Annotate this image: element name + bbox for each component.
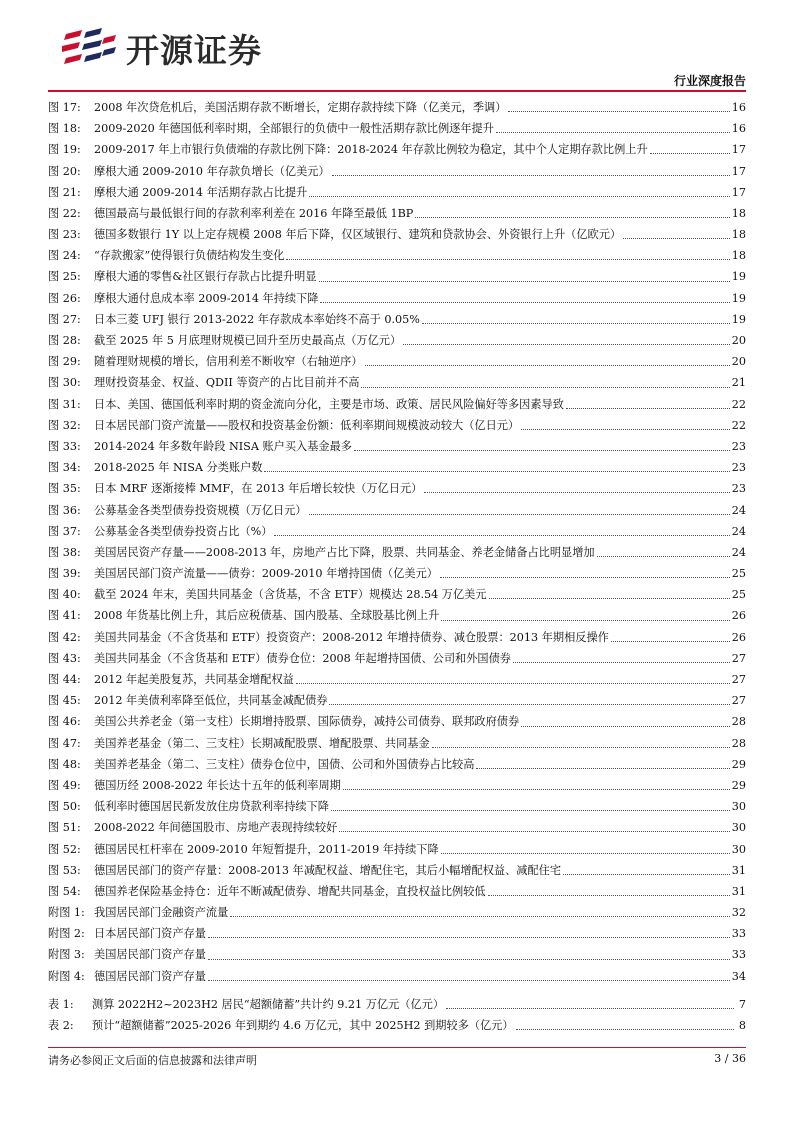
toc-entry-title: 德国历经 2008-2022 年长达十五年的低利率周期: [94, 778, 341, 792]
dot-leader: [274, 535, 729, 536]
toc-entry-title: 德国养老保险基金持仓：近年不断减配债券、增配共同基金，直投权益比例较低: [94, 884, 486, 898]
toc-entry-label: 图 42:: [48, 630, 81, 644]
dot-leader: [331, 810, 730, 811]
toc-entry[interactable]: [48, 478, 746, 499]
toc-entry-title: 2008-2022 年间德国股市、房地产表现持续较好: [94, 821, 338, 835]
toc-entry-title: 美国共同基金（不含货基和 ETF）投资资产：2008-2012 年增持债券、减仓股票：2013 年期相反操作: [94, 630, 609, 644]
dot-leader: [476, 768, 729, 769]
page-number: 3 / 36: [714, 1052, 746, 1065]
toc-entry-label: 图 23:: [48, 228, 81, 242]
toc-entry[interactable]: [48, 690, 746, 711]
toc-entry-label: 附图 4:: [48, 969, 85, 983]
toc-entry-page: 19: [731, 270, 746, 284]
report-type-label: 行业深度报告: [673, 74, 746, 88]
dot-leader: [597, 556, 730, 557]
toc-entry-label: 图 45:: [48, 694, 81, 708]
toc-entry-page: 26: [731, 630, 746, 644]
toc-entry-title: 德国最高与最低银行间的存款利率利差在 2016 年降至最低 1BP: [94, 206, 414, 220]
toc-entry-label: 图 54:: [48, 884, 81, 898]
dot-leader: [521, 429, 730, 430]
toc-entry-label: 图 35:: [48, 482, 81, 496]
toc-entry-page: 21: [731, 376, 746, 390]
dot-leader: [339, 831, 729, 832]
table-index-list: [48, 994, 746, 1036]
dot-leader: [361, 387, 729, 388]
toc-entry-label: 图 48:: [48, 757, 81, 771]
toc-entry-title: 低利率时德国居民新发放住房贷款利率持续下降: [94, 800, 329, 814]
toc-entry[interactable]: [48, 182, 746, 203]
toc-entry-title: 2018-2025 年 NISA 分类账户数: [94, 461, 263, 475]
toc-entry-label: 图 17:: [48, 100, 81, 114]
toc-entry-label: 图 34:: [48, 461, 81, 475]
toc-entry[interactable]: [48, 1015, 746, 1036]
toc-entry-page: 27: [731, 694, 746, 708]
toc-entry-title: 日本居民部门资产存量: [94, 927, 206, 941]
toc-entry-page: 18: [731, 228, 746, 242]
dot-leader: [332, 175, 730, 176]
toc-entry-page: 25: [731, 567, 746, 581]
toc-entry-label: 图 20:: [48, 164, 81, 178]
toc-entry-title: 我国居民部门金融资产流量: [94, 906, 229, 920]
toc-entry-title: 美国公共养老金（第一支柱）长期增持股票、国际债券，减持公司债券、联邦政府债券: [94, 715, 520, 729]
toc-entry-page: 29: [731, 778, 746, 792]
toc-entry-title: 美国养老基金（第二、三支柱）长期减配股票、增配股票、共同基金: [94, 736, 430, 750]
dot-leader: [208, 959, 730, 960]
toc-entry-page: 24: [731, 524, 746, 538]
toc-entry-label: 表 1:: [48, 997, 74, 1011]
toc-entry[interactable]: [48, 224, 746, 245]
toc-entry-label: 图 22:: [48, 206, 81, 220]
toc-entry[interactable]: [48, 817, 746, 838]
toc-entry-label: 图 39:: [48, 567, 81, 581]
toc-entry-page: 23: [731, 461, 746, 475]
dot-leader: [432, 747, 730, 748]
toc-entry-page: 29: [731, 757, 746, 771]
toc-entry-label: 图 27:: [48, 312, 81, 326]
toc-entry[interactable]: [48, 627, 746, 648]
toc-entry[interactable]: [48, 902, 746, 923]
toc-entry-label: 图 30:: [48, 376, 81, 390]
toc-entry-title: 公募基金各类型债券投资规模（万亿日元）: [94, 503, 307, 517]
dot-leader: [415, 217, 729, 218]
dot-leader: [320, 302, 729, 303]
toc-entry[interactable]: [48, 139, 746, 160]
figure-index-list: [48, 97, 746, 987]
toc-entry-label: 附图 1:: [48, 906, 85, 920]
toc-entry-page: 27: [731, 673, 746, 687]
toc-entry[interactable]: [48, 542, 746, 563]
toc-entry-page: 34: [731, 969, 746, 983]
toc-entry-title: 2012 年美债利率降至低位，共同基金减配债券: [94, 694, 328, 708]
toc-entry[interactable]: [48, 966, 746, 987]
toc-entry-label: 图 32:: [48, 418, 81, 432]
toc-entry-page: 19: [731, 291, 746, 305]
toc-entry-title: 2009-2020 年德国低利率时期，全部银行的负债中一般性活期存款比例逐年提升: [94, 122, 494, 136]
dot-leader: [230, 916, 729, 917]
toc-entry[interactable]: [48, 796, 746, 817]
toc-entry-title: 日本居民部门资产流量——股权和投资基金份额：低利率期间规模波动较大（亿日元）: [94, 418, 520, 432]
toc-entry[interactable]: [48, 97, 746, 118]
toc-entry[interactable]: [48, 923, 746, 944]
toc-entry-label: 图 26:: [48, 291, 81, 305]
toc-entry-title: 理财投资基金、权益、QDII 等资产的占比目前并不高: [94, 376, 360, 390]
toc-entry-page: 28: [731, 715, 746, 729]
toc-entry-page: 8: [738, 1019, 746, 1033]
toc-entry-title: 2008 年货基比例上升，其后应税债基、国内股基、全球股基比例上升: [94, 609, 440, 623]
toc-entry-title: 2012 年起美股复苏，共同基金增配权益: [94, 673, 294, 687]
toc-entry-label: 附图 3:: [48, 948, 85, 962]
toc-entry[interactable]: [48, 648, 746, 669]
toc-entry[interactable]: [48, 754, 746, 775]
toc-entry-page: 22: [731, 397, 746, 411]
toc-entry-page: 17: [731, 185, 746, 199]
toc-entry[interactable]: [48, 839, 746, 860]
toc-entry-label: 图 52:: [48, 842, 81, 856]
dot-leader: [563, 874, 730, 875]
toc-entry-page: 7: [738, 997, 746, 1011]
toc-entry-page: 27: [731, 651, 746, 665]
toc-entry-title: 截至 2024 年末，美国共同基金（含货基，不含 ETF）规模达 28.54 万亿美元: [94, 588, 487, 602]
dot-leader: [424, 492, 729, 493]
toc-entry-label: 图 46:: [48, 715, 81, 729]
dot-leader: [309, 514, 730, 515]
dot-leader: [441, 620, 729, 621]
dot-leader: [489, 598, 730, 599]
dot-leader: [354, 450, 730, 451]
toc-entry[interactable]: [48, 500, 746, 521]
toc-entry-title: 德国居民部门的资产存量：2008-2013 年减配权益、增配住宅，其后小幅增配权益、减配住宅: [94, 863, 562, 877]
dot-leader: [286, 259, 729, 260]
toc-entry-page: 16: [731, 100, 746, 114]
toc-entry-label: 图 50:: [48, 800, 81, 814]
dot-leader: [446, 1008, 734, 1009]
toc-entry-title: 摩根大通 2009-2010 年存款负增长（亿美元）: [94, 164, 330, 178]
dot-leader: [343, 789, 730, 790]
toc-entry-page: 30: [731, 842, 746, 856]
dot-leader: [365, 365, 730, 366]
toc-entry-title: 德国居民部门资产存量: [94, 969, 206, 983]
toc-entry-label: 图 38:: [48, 545, 81, 559]
toc-entry-label: 表 2:: [48, 1019, 74, 1033]
toc-entry-title: 美国共同基金（不含货基和 ETF）债券仓位：2008 年起增持国债、公司和外国债券: [94, 651, 511, 665]
toc-entry-page: 28: [731, 736, 746, 750]
toc-entry-page: 23: [731, 439, 746, 453]
toc-entry[interactable]: [48, 881, 746, 902]
toc-entry[interactable]: [48, 309, 746, 330]
toc-entry-title: 德国居民杠杆率在 2009-2010 年短暂提升，2011-2019 年持续下降: [94, 842, 439, 856]
dot-leader: [296, 683, 730, 684]
toc-entry-page: 22: [731, 418, 746, 432]
dot-leader: [521, 726, 730, 727]
toc-entry[interactable]: [48, 606, 746, 627]
footer-divider: [48, 1047, 746, 1048]
toc-entry-title: 日本、美国、德国低利率时期的资金流向分化，主要是市场、政策、居民风险偏好等多因素导致: [94, 397, 564, 411]
toc-entry[interactable]: [48, 267, 746, 288]
toc-entry[interactable]: [48, 669, 746, 690]
toc-entry-label: 图 25:: [48, 270, 81, 284]
dot-leader: [264, 471, 729, 472]
toc-entry-page: 30: [731, 821, 746, 835]
toc-entry-page: 24: [731, 545, 746, 559]
toc-entry-page: 33: [731, 948, 746, 962]
toc-entry-title: 摩根大通付息成本率 2009-2014 年持续下降: [94, 291, 319, 305]
dot-leader: [496, 132, 730, 133]
toc-entry-label: 图 36:: [48, 503, 81, 517]
toc-entry[interactable]: [48, 711, 746, 732]
toc-entry-title: 2009-2017 年上市银行负债端的存款比例下降：2018-2024 年存款比例较为稳定，其中个人定期存款比例上升: [94, 143, 648, 157]
dot-leader: [650, 153, 730, 154]
toc-entry-title: 日本 MRF 逐渐接棒 MMF，在 2013 年后增长较快（万亿日元）: [94, 482, 423, 496]
toc-entry-label: 图 24:: [48, 249, 81, 263]
toc-entry[interactable]: [48, 521, 746, 542]
toc-entry[interactable]: [48, 457, 746, 478]
toc-entry-page: 33: [731, 927, 746, 941]
toc-entry-page: 23: [731, 482, 746, 496]
toc-entry[interactable]: [48, 288, 746, 309]
toc-entry-title: 美国居民部门资产流量——债券：2009-2010 年增持国债（亿美元）: [94, 567, 438, 581]
toc-entry-label: 图 47:: [48, 736, 81, 750]
toc-entry-page: 31: [731, 884, 746, 898]
toc-entry-page: 24: [731, 503, 746, 517]
toc-entry-label: 图 40:: [48, 588, 81, 602]
toc-entry-title: 2008 年次贷危机后，美国活期存款不断增长，定期存款持续下降（亿美元，季调）: [94, 100, 507, 114]
company-logo: [62, 26, 262, 70]
toc-entry-label: 图 53:: [48, 863, 81, 877]
toc-entry-page: 16: [731, 122, 746, 136]
toc-entry-label: 图 28:: [48, 334, 81, 348]
dot-leader: [611, 641, 730, 642]
toc-entry-title: 2014-2024 年多数年龄段 NISA 账户买入基金最多: [94, 439, 352, 453]
toc-entry-page: 32: [731, 906, 746, 920]
toc-entry[interactable]: [48, 351, 746, 372]
dot-leader: [208, 937, 730, 938]
toc-entry-label: 图 29:: [48, 355, 81, 369]
header-divider: [48, 90, 746, 92]
toc-entry-page: 17: [731, 164, 746, 178]
dot-leader: [440, 577, 730, 578]
toc-entry-title: 公募基金各类型债券投资占比（%）: [94, 524, 273, 538]
toc-entry[interactable]: [48, 245, 746, 266]
toc-entry-title: 随着理财规模的增长，信用利差不断收窄（右轴逆序）: [94, 355, 363, 369]
toc-entry-title: 截至 2025 年 5 月底理财规模已回升至历史最高点（万亿元）: [94, 334, 402, 348]
toc-entry-title: 预计“超额储蓄”2025-2026 年到期约 4.6 万亿元，其中 2025H2 到期较多（亿元）: [92, 1019, 514, 1033]
toc-entry-title: 测算 2022H2~2023H2 居民“超额储蓄”共计约 9.21 万亿元（亿元）: [92, 997, 445, 1011]
toc-entry-title: “存款搬家”使得银行负债结构发生变化: [94, 249, 285, 263]
toc-entry-page: 17: [731, 143, 746, 157]
toc-entry[interactable]: [48, 945, 746, 966]
toc-entry-label: 图 21:: [48, 185, 81, 199]
toc-entry-label: 图 19:: [48, 143, 81, 157]
toc-entry[interactable]: [48, 584, 746, 605]
dot-leader: [513, 662, 730, 663]
toc-entry-label: 图 37:: [48, 524, 81, 538]
toc-entry[interactable]: [48, 372, 746, 393]
toc-entry[interactable]: [48, 394, 746, 415]
toc-entry-label: 图 33:: [48, 439, 81, 453]
toc-entry-title: 日本三菱 UFJ 银行 2013-2022 年存款成本率始终不高于 0.05%: [94, 312, 420, 326]
dot-leader: [329, 704, 729, 705]
logo-text: 开源证券: [126, 30, 262, 70]
toc-entry-title: 美国居民资产存量——2008-2013 年，房地产占比下降，股票、共同基金、养老金储备占比明显增加: [94, 545, 595, 559]
toc-entry[interactable]: [48, 994, 746, 1015]
dot-leader: [403, 344, 730, 345]
dot-leader: [516, 1029, 734, 1030]
toc-entry-page: 18: [731, 206, 746, 220]
toc-entry-page: 26: [731, 609, 746, 623]
toc-entry-page: 20: [731, 355, 746, 369]
toc-entry-title: 摩根大通 2009-2014 年活期存款占比提升: [94, 185, 308, 199]
dot-leader: [319, 281, 730, 282]
toc-entry-page: 19: [731, 312, 746, 326]
dot-leader: [441, 853, 730, 854]
toc-entry-label: 图 51:: [48, 821, 81, 835]
toc-entry-page: 18: [731, 249, 746, 263]
dot-leader: [309, 196, 729, 197]
dot-leader: [488, 895, 730, 896]
toc-entry[interactable]: [48, 118, 746, 139]
footer-disclaimer: 请务必参阅正文后面的信息披露和法律声明: [48, 1054, 257, 1067]
toc-entry-page: 25: [731, 588, 746, 602]
toc-entry[interactable]: [48, 775, 746, 796]
toc-entry-page: 31: [731, 863, 746, 877]
toc-entry-label: 图 31:: [48, 397, 81, 411]
toc-entry-title: 德国多数银行 1Y 以上定存规模 2008 年后下降，仅区域银行、建筑和贷款协会、外资银行上升（亿欧元）: [94, 228, 622, 242]
toc-entry[interactable]: [48, 415, 746, 436]
dot-leader: [623, 238, 730, 239]
toc-entry[interactable]: [48, 563, 746, 584]
dot-leader: [208, 980, 730, 981]
dot-leader: [422, 323, 730, 324]
toc-entry-page: 20: [731, 334, 746, 348]
kaiyuan-logo-icon: [62, 28, 118, 68]
dot-leader: [566, 408, 730, 409]
toc-entry[interactable]: [48, 733, 746, 754]
toc-entry[interactable]: [48, 330, 746, 351]
toc-entry-title: 美国养老基金（第二、三支柱）债券仓位中，国债、公司和外国债券占比较高: [94, 757, 475, 771]
dot-leader: [508, 111, 729, 112]
toc-entry-title: 美国居民部门资产存量: [94, 948, 206, 962]
toc-entry-label: 图 44:: [48, 673, 81, 687]
toc-entry[interactable]: [48, 161, 746, 182]
toc-entry[interactable]: [48, 436, 746, 457]
toc-entry[interactable]: [48, 860, 746, 881]
toc-entry-label: 图 41:: [48, 609, 81, 623]
toc-entry-page: 30: [731, 800, 746, 814]
toc-entry-label: 图 49:: [48, 778, 81, 792]
toc-entry-label: 图 43:: [48, 651, 81, 665]
toc-entry-label: 附图 2:: [48, 927, 85, 941]
toc-entry-label: 图 18:: [48, 122, 81, 136]
toc-entry[interactable]: [48, 203, 746, 224]
toc-entry-title: 摩根大通的零售&社区银行存款占比提升明显: [94, 270, 317, 284]
